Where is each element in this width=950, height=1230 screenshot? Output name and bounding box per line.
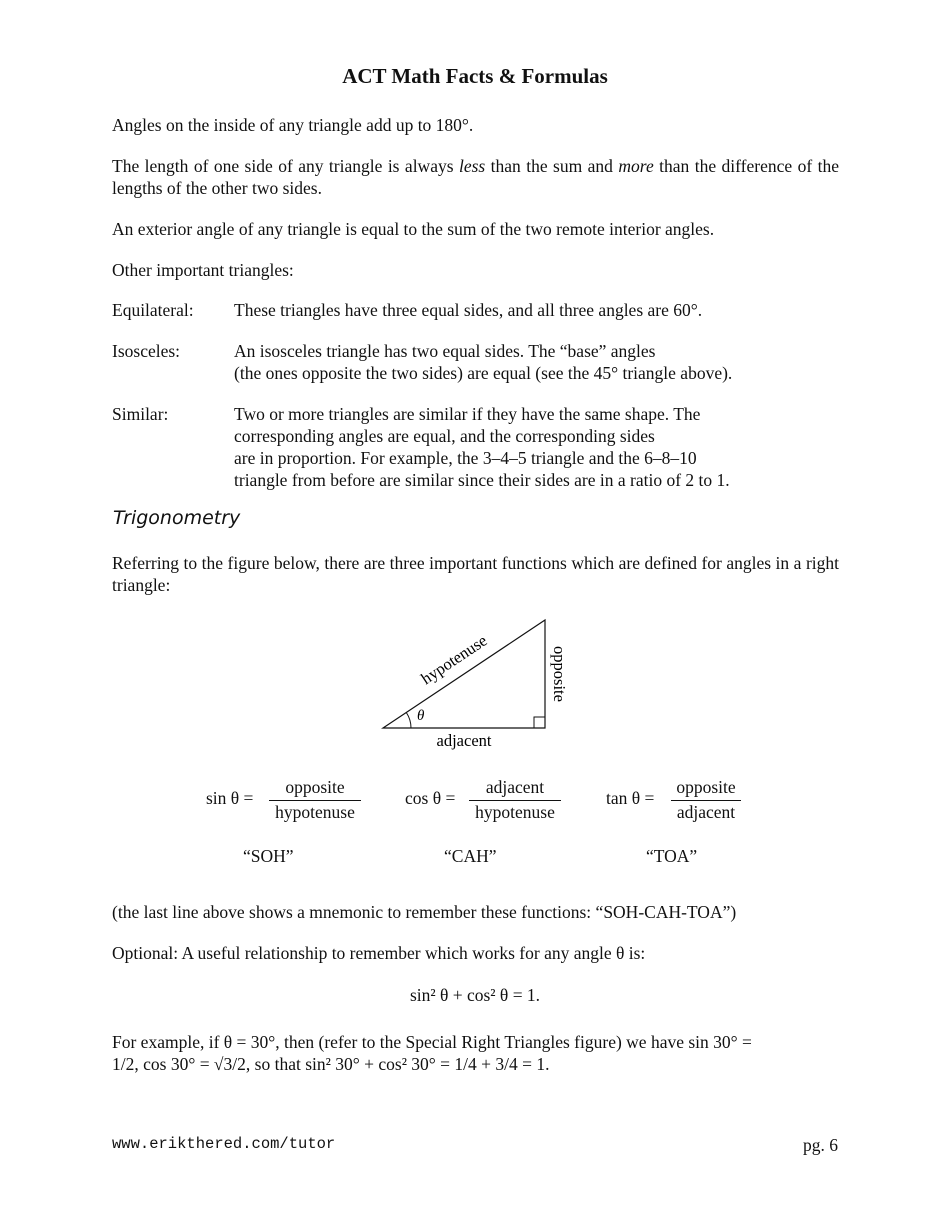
label-similar: Similar: xyxy=(112,404,169,424)
emphasis-less: less xyxy=(458,156,486,176)
desc-line: are in proportion. For example, the 3–4–5 triangle and the 6–8–10 xyxy=(234,448,697,468)
identity-equation: sin² θ + cos² θ = 1. xyxy=(409,985,541,1005)
emphasis-more: more xyxy=(618,156,654,176)
text-segment: than the sum and xyxy=(485,156,619,176)
mnemonic-cah: “CAH” xyxy=(444,846,497,866)
tan-fraction-bar xyxy=(671,800,741,801)
paragraph-example-line2: 1/2, cos 30° = √3/2, so that sin² 30° + cos² 30° = 1/4 + 3/4 = 1. xyxy=(112,1054,550,1074)
sin-fraction-bar xyxy=(269,800,361,801)
paragraph-other-triangles: Other important triangles: xyxy=(112,260,294,280)
paragraph-exterior-angle: An exterior angle of any triangle is equal to the sum of the two remote interior angles. xyxy=(112,219,715,239)
cos-fraction-bar xyxy=(469,800,561,801)
footer-url: www.erikthered.com/tutor xyxy=(112,1135,336,1153)
desc-line: (the ones opposite the two sides) are equal (see the 45° triangle above). xyxy=(234,363,733,383)
desc-line: An isosceles triangle has two equal sides. The “base” angles xyxy=(234,341,656,361)
paragraph-angles: Angles on the inside of any triangle add up to 180°. xyxy=(112,115,474,135)
sin-name: sin θ = xyxy=(206,788,254,808)
paragraph-mnemonic-note: (the last line above shows a mnemonic to remember these functions: “SOH-CAH-TOA”) xyxy=(112,902,737,922)
tan-name: tan θ = xyxy=(606,788,655,808)
section-heading-trigonometry: Trigonometry xyxy=(113,507,241,529)
desc-line: triangle from before are similar since their sides are in a ratio of 2 to 1. xyxy=(234,470,730,490)
page-title: ACT Math Facts & Formulas xyxy=(342,64,608,88)
opposite-label: opposite xyxy=(550,646,569,702)
right-angle-marker xyxy=(534,717,545,728)
mnemonic-toa: “TOA” xyxy=(646,846,698,866)
sin-numerator: opposite xyxy=(285,777,345,797)
theta-label: θ xyxy=(417,708,425,724)
label-equilateral: Equilateral: xyxy=(112,300,194,320)
cos-numerator: adjacent xyxy=(485,777,545,797)
mnemonic-soh: “SOH” xyxy=(243,846,294,866)
label-isosceles: Isosceles: xyxy=(112,341,181,361)
hypotenuse-label: hypotenuse xyxy=(417,630,491,689)
paragraph-trig-intro: Referring to the figure below, there are three important functions which are defined for angles in a right triangle: xyxy=(112,553,839,595)
desc-line: Two or more triangles are similar if they have the same shape. The xyxy=(234,404,701,424)
angle-arc xyxy=(406,713,411,729)
desc-line: corresponding angles are equal, and the corresponding sides xyxy=(234,426,655,446)
sin-denominator: hypotenuse xyxy=(275,802,355,822)
footer-page-number: pg. 6 xyxy=(803,1135,838,1155)
tan-numerator: opposite xyxy=(676,777,736,797)
tan-denominator: adjacent xyxy=(676,802,736,822)
text-segment: The length of one side of any triangle is always xyxy=(112,156,459,176)
triangle-outline xyxy=(383,620,545,728)
cos-denominator: hypotenuse xyxy=(475,802,555,822)
paragraph-optional: Optional: A useful relationship to remember which works for any angle θ is: xyxy=(112,943,646,963)
desc-line: These triangles have three equal sides, and all three angles are 60°. xyxy=(234,300,703,320)
paragraph-example-line1: For example, if θ = 30°, then (refer to the Special Right Triangles figure) we have sin 30° = xyxy=(112,1032,752,1052)
cos-name: cos θ = xyxy=(405,788,456,808)
text-segment: than the difference of the lengths of the other two sides. xyxy=(112,156,839,198)
adjacent-label: adjacent xyxy=(436,731,492,750)
